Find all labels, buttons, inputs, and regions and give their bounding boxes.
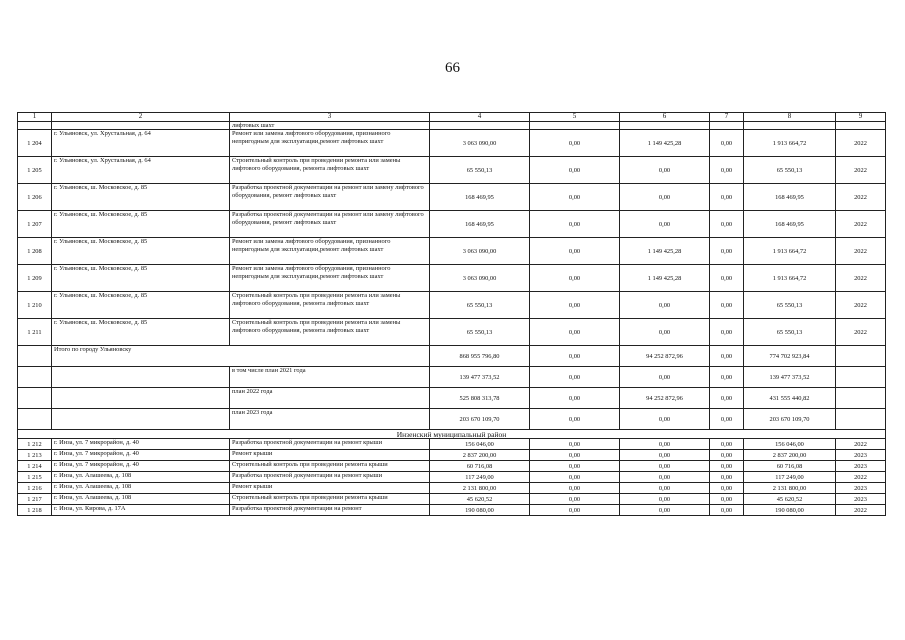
amount-cell: 0,00 [710, 461, 744, 472]
empty-cell [52, 409, 230, 430]
page-number: 66 [445, 60, 460, 76]
work-cell: Строительный контроль при проведении ремонта или замены лифтового оборудования, ремонта лифтовых шахт [230, 292, 430, 319]
table-row [18, 439, 886, 450]
amount-cell: 0,00 [620, 472, 710, 483]
amount-cell: 156 046,00 [744, 439, 836, 450]
total-cost-cell: 3 063 090,00 [430, 265, 530, 292]
amount-cell: 0,00 [530, 157, 620, 184]
amount-cell: 0,00 [530, 439, 620, 450]
amount-cell: 0,00 [710, 130, 744, 157]
work-cell: Ремонт или замена лифтового оборудования, признанного непригодным для эксплуатации,ремонт лифтовых шахт [230, 130, 430, 157]
amount-cell: 168 469,95 [744, 211, 836, 238]
work-cell: лифтовых шахт [230, 122, 430, 130]
year-cell: 2022 [836, 472, 886, 483]
table-row [18, 184, 886, 211]
amount-cell: 94 252 872,96 [620, 388, 710, 409]
amount-cell: 0,00 [620, 505, 710, 516]
empty-cell [18, 409, 52, 430]
year-cell: 2022 [836, 439, 886, 450]
year-cell: 2022 [836, 211, 886, 238]
work-cell: Строительный контроль при проведении ремонта крыши [230, 494, 430, 505]
row-number-cell: 1 217 [18, 494, 52, 505]
amount-cell: 0,00 [530, 346, 620, 367]
plan-year-row [18, 409, 886, 430]
amount-cell: 0,00 [710, 472, 744, 483]
year-cell: 2022 [836, 505, 886, 516]
total-cost-cell: 168 469,95 [430, 211, 530, 238]
amount-cell: 2 131 800,00 [744, 483, 836, 494]
empty-cell [18, 388, 52, 409]
amount-cell: 0,00 [710, 505, 744, 516]
year-cell: 2023 [836, 450, 886, 461]
total-cost-cell: 65 550,13 [430, 292, 530, 319]
year-cell: 2022 [836, 157, 886, 184]
column-number: 6 [620, 113, 710, 122]
column-number: 8 [744, 113, 836, 122]
year-cell: 2023 [836, 461, 886, 472]
empty-cell [836, 409, 886, 430]
address-cell: г. Ульяновск, ш. Московское, д. 85 [52, 184, 230, 211]
work-cell: Ремонт или замена лифтового оборудования, признанного непригодным для эксплуатации,ремонт лифтовых шахт [230, 238, 430, 265]
total-cost-cell: 190 080,00 [430, 505, 530, 516]
amount-cell: 1 149 425,28 [620, 265, 710, 292]
work-cell: Разработка проектной документации на ремонт или замену лифтового оборудования, ремонт лифтовых шахт [230, 211, 430, 238]
row-number-cell: 1 214 [18, 461, 52, 472]
column-number-row [18, 113, 886, 122]
address-cell: г. Инза, ул. 7 микрорайон, д. 40 [52, 439, 230, 450]
amount-cell: 0,00 [710, 483, 744, 494]
amount-cell: 0,00 [530, 388, 620, 409]
total-cost-cell: 60 716,08 [430, 461, 530, 472]
row-number-cell: 1 205 [18, 157, 52, 184]
amount-cell: 0,00 [530, 130, 620, 157]
row-number-cell: 1 209 [18, 265, 52, 292]
amount-cell: 203 670 109,70 [744, 409, 836, 430]
empty-cell [18, 346, 52, 367]
table-row [18, 292, 886, 319]
table-row [18, 319, 886, 346]
empty-cell [836, 346, 886, 367]
amount-cell: 1 149 425,28 [620, 130, 710, 157]
amount-cell: 0,00 [620, 409, 710, 430]
amount-cell: 0,00 [710, 157, 744, 184]
address-cell: г. Инза, ул. Кирова, д. 17А [52, 505, 230, 516]
amount-cell: 431 555 440,82 [744, 388, 836, 409]
column-number: 4 [430, 113, 530, 122]
total-cost-cell: 3 063 090,00 [430, 238, 530, 265]
amount-cell: 0,00 [710, 292, 744, 319]
total-cost-cell: 156 046,00 [430, 439, 530, 450]
row-number-cell: 1 207 [18, 211, 52, 238]
row-number-cell: 1 212 [18, 439, 52, 450]
table-row [18, 450, 886, 461]
row-number-cell: 1 213 [18, 450, 52, 461]
work-cell: Ремонт крыши [230, 483, 430, 494]
address-cell: г. Ульяновск, ш. Московское, д. 85 [52, 238, 230, 265]
amount-cell: 0,00 [710, 450, 744, 461]
work-cell: Ремонт крыши [230, 450, 430, 461]
carryover-row [18, 122, 886, 130]
year-cell: 2023 [836, 494, 886, 505]
work-cell: Разработка проектной документации на ремонт крыши [230, 472, 430, 483]
amount-cell: 94 252 872,96 [620, 346, 710, 367]
amount-cell: 1 913 664,72 [744, 130, 836, 157]
empty-cell [52, 388, 230, 409]
total-cost-cell: 525 808 313,78 [430, 388, 530, 409]
year-cell: 2022 [836, 184, 886, 211]
table-row [18, 211, 886, 238]
amount-cell: 0,00 [620, 439, 710, 450]
address-cell: г. Ульяновск, ш. Московское, д. 85 [52, 319, 230, 346]
amount-cell: 168 469,95 [744, 184, 836, 211]
total-label-cell: Итого по городу Ульяновску [52, 346, 430, 367]
empty-cell [18, 367, 52, 388]
amount-cell: 0,00 [530, 409, 620, 430]
repair-plan-table [17, 112, 886, 516]
work-cell: Разработка проектной документации на ремонт или замену лифтового оборудования, ремонт лифтовых шахт [230, 184, 430, 211]
address-cell: г. Инза, ул. Алашеева, д. 108 [52, 483, 230, 494]
plan-year-row [18, 367, 886, 388]
column-number: 9 [836, 113, 886, 122]
address-cell: г. Инза, ул. 7 микрорайон, д. 40 [52, 450, 230, 461]
amount-cell: 0,00 [710, 439, 744, 450]
total-cost-cell: 45 620,52 [430, 494, 530, 505]
amount-cell: 0,00 [530, 319, 620, 346]
section-title: Инзенский муниципальный район [18, 430, 886, 439]
amount-cell: 0,00 [620, 157, 710, 184]
amount-cell: 65 550,13 [744, 292, 836, 319]
work-cell: Строительный контроль при проведении ремонта или замены лифтового оборудования, ремонта лифтовых шахт [230, 157, 430, 184]
row-number-cell: 1 215 [18, 472, 52, 483]
year-cell: 2022 [836, 265, 886, 292]
amount-cell: 0,00 [620, 450, 710, 461]
plan-label-cell: план 2022 года [230, 388, 430, 409]
table-row [18, 461, 886, 472]
total-cost-cell: 2 131 800,00 [430, 483, 530, 494]
amount-cell: 65 550,13 [744, 319, 836, 346]
address-cell: г. Ульяновск, ш. Московское, д. 85 [52, 211, 230, 238]
amount-cell: 65 550,13 [744, 157, 836, 184]
column-number: 1 [18, 113, 52, 122]
amount-cell: 0,00 [530, 211, 620, 238]
total-cost-cell: 203 670 109,70 [430, 409, 530, 430]
amount-cell: 0,00 [620, 319, 710, 346]
address-cell: г. Инза, ул. Алашеева, д. 108 [52, 494, 230, 505]
amount-cell: 0,00 [530, 450, 620, 461]
amount-cell: 0,00 [710, 409, 744, 430]
amount-cell: 0,00 [620, 184, 710, 211]
row-number-cell: 1 208 [18, 238, 52, 265]
amount-cell: 0,00 [710, 184, 744, 211]
year-cell: 2023 [836, 483, 886, 494]
table-row [18, 265, 886, 292]
amount-cell: 0,00 [530, 292, 620, 319]
year-cell: 2022 [836, 319, 886, 346]
plan-year-row [18, 388, 886, 409]
work-cell: Строительный контроль при проведении ремонта или замены лифтового оборудования, ремонта лифтовых шахт [230, 319, 430, 346]
amount-cell: 0,00 [620, 367, 710, 388]
address-cell: г. Ульяновск, ш. Московское, д. 85 [52, 292, 230, 319]
amount-cell: 0,00 [530, 238, 620, 265]
amount-cell: 0,00 [530, 265, 620, 292]
row-number-cell: 1 211 [18, 319, 52, 346]
table-row [18, 238, 886, 265]
total-cost-cell: 3 063 090,00 [430, 130, 530, 157]
work-cell: Ремонт или замена лифтового оборудования, признанного непригодным для эксплуатации,ремонт лифтовых шахт [230, 265, 430, 292]
year-cell: 2022 [836, 238, 886, 265]
amount-cell: 0,00 [530, 505, 620, 516]
total-cost-cell: 139 477 373,52 [430, 367, 530, 388]
amount-cell: 0,00 [710, 494, 744, 505]
amount-cell: 0,00 [530, 494, 620, 505]
amount-cell: 45 620,52 [744, 494, 836, 505]
total-cost-cell: 168 469,95 [430, 184, 530, 211]
plan-label-cell: в том числе план 2021 года [230, 367, 430, 388]
amount-cell: 0,00 [530, 367, 620, 388]
total-cost-cell: 65 550,13 [430, 319, 530, 346]
table-body [18, 122, 886, 516]
empty-cell [836, 388, 886, 409]
amount-cell: 0,00 [710, 367, 744, 388]
address-cell: г. Инза, ул. 7 микрорайон, д. 40 [52, 461, 230, 472]
row-number-cell: 1 210 [18, 292, 52, 319]
table-row [18, 130, 886, 157]
column-number: 3 [230, 113, 430, 122]
work-cell: Строительный контроль при проведении ремонта крыши [230, 461, 430, 472]
amount-cell: 0,00 [620, 211, 710, 238]
row-number-cell: 1 206 [18, 184, 52, 211]
amount-cell: 60 716,08 [744, 461, 836, 472]
amount-cell: 139 477 373,52 [744, 367, 836, 388]
year-cell: 2022 [836, 292, 886, 319]
amount-cell: 774 702 923,84 [744, 346, 836, 367]
amount-cell: 0,00 [530, 184, 620, 211]
amount-cell: 0,00 [710, 238, 744, 265]
amount-cell: 0,00 [710, 265, 744, 292]
amount-cell: 0,00 [710, 346, 744, 367]
total-cost-cell: 868 955 796,80 [430, 346, 530, 367]
year-cell: 2022 [836, 130, 886, 157]
amount-cell: 117 249,00 [744, 472, 836, 483]
table-row [18, 157, 886, 184]
work-cell: Разработка проектной документации на ремонт крыши [230, 439, 430, 450]
column-number: 5 [530, 113, 620, 122]
amount-cell: 0,00 [530, 461, 620, 472]
empty-cell [52, 367, 230, 388]
row-number-cell: 1 204 [18, 130, 52, 157]
amount-cell: 0,00 [530, 483, 620, 494]
amount-cell: 1 913 664,72 [744, 238, 836, 265]
total-cost-cell: 2 837 200,00 [430, 450, 530, 461]
plan-label-cell: план 2023 года [230, 409, 430, 430]
amount-cell: 190 080,00 [744, 505, 836, 516]
amount-cell: 0,00 [530, 472, 620, 483]
table-row [18, 483, 886, 494]
table-row [18, 472, 886, 483]
amount-cell: 1 149 425,28 [620, 238, 710, 265]
amount-cell: 1 913 664,72 [744, 265, 836, 292]
amount-cell: 0,00 [620, 461, 710, 472]
address-cell: г. Ульяновск, ул. Хрустальная, д. 64 [52, 130, 230, 157]
row-number-cell: 1 218 [18, 505, 52, 516]
address-cell: г. Ульяновск, ш. Московское, д. 85 [52, 265, 230, 292]
row-number-cell: 1 216 [18, 483, 52, 494]
column-number: 2 [52, 113, 230, 122]
address-cell: г. Инза, ул. Алашеева, д. 108 [52, 472, 230, 483]
work-cell: Разработка проектной документации на ремонт [230, 505, 430, 516]
amount-cell: 0,00 [620, 292, 710, 319]
table-row [18, 494, 886, 505]
address-cell: г. Ульяновск, ул. Хрустальная, д. 64 [52, 157, 230, 184]
column-number: 7 [710, 113, 744, 122]
amount-cell: 0,00 [710, 211, 744, 238]
city-total-row [18, 346, 886, 367]
total-cost-cell: 65 550,13 [430, 157, 530, 184]
table-row [18, 505, 886, 516]
empty-cell [836, 367, 886, 388]
amount-cell: 0,00 [710, 388, 744, 409]
amount-cell: 0,00 [620, 494, 710, 505]
section-header-row [18, 430, 886, 439]
amount-cell: 2 837 200,00 [744, 450, 836, 461]
total-cost-cell: 117 249,00 [430, 472, 530, 483]
amount-cell: 0,00 [710, 319, 744, 346]
amount-cell: 0,00 [620, 483, 710, 494]
